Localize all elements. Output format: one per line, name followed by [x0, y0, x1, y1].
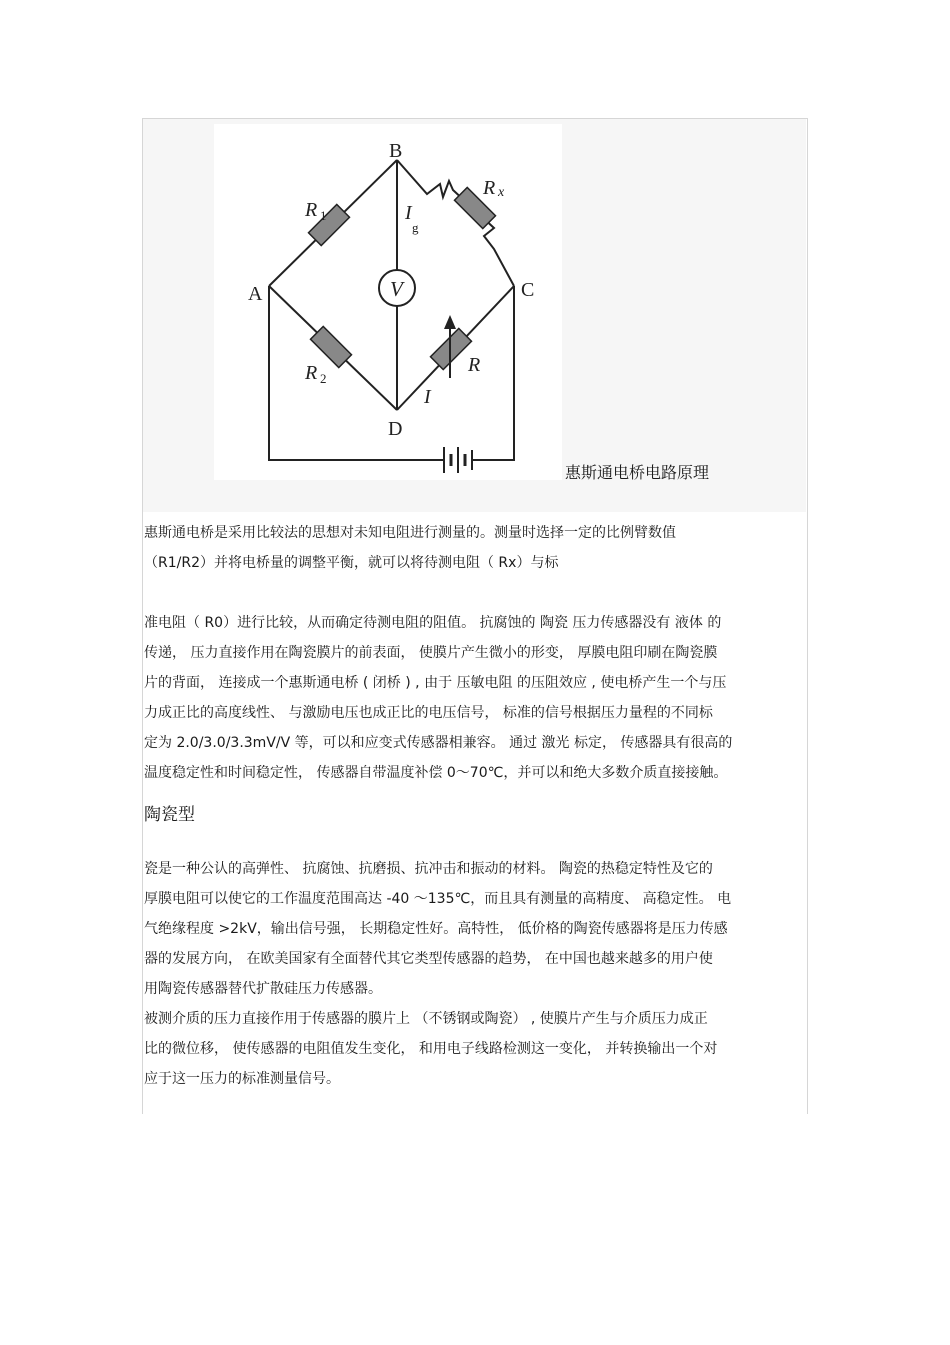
text-line: （R1/R2）并将电桥量的调整平衡，就可以将待测电阻（ Rx）与标	[144, 555, 559, 571]
text-line: 用陶瓷传感器替代扩散硅压力传感器。	[144, 981, 382, 997]
text-line: 厚膜电阻可以使它的工作温度范围高达 -40 ～135℃，而且具有测量的高精度、 高稳定性。 电	[144, 891, 732, 907]
node-d-label: D	[388, 418, 403, 440]
r2-subscript: 2	[320, 371, 327, 386]
ig-subscript: g	[412, 220, 419, 235]
r1-subscript: 1	[320, 208, 327, 223]
r-label: R	[468, 354, 481, 376]
text-line: 定为 2.0/3.0/3.3mV/V 等，可以和应变式传感器相兼容。 通过 激光 标定， 传感器具有很高的	[144, 735, 733, 751]
figure-caption: 惠斯通电桥电路原理	[565, 463, 710, 482]
arrow-head-icon	[444, 315, 456, 329]
text-line: 片的背面， 连接成一个惠斯通电桥 ( 闭桥 ) , 由于 压敏电阻 的压阻效应 , 使电桥产生一个与压	[144, 675, 727, 691]
text-line: 惠斯通电桥是采用比较法的思想对未知电阻进行测量的。测量时选择一定的比例臂数值	[144, 525, 676, 541]
text-line: 气绝缘程度 >2kV，输出信号强， 长期稳定性好。高特性， 低价格的陶瓷传感器将是压力传感	[144, 921, 728, 937]
text-line: 器的发展方向， 在欧美国家有全面替代其它类型传感器的趋势， 在中国也越来越多的用户使	[144, 951, 713, 967]
node-c-label: C	[521, 279, 535, 301]
text-line: 力成正比的高度线性、 与激励电压也成正比的电压信号， 标准的信号根据压力量程的不同标	[144, 705, 713, 721]
node-b-label: B	[389, 140, 403, 162]
text-line: 温度稳定性和时间稳定性， 传感器自带温度补偿 0～70℃，并可以和绝大多数介质直接接触。	[144, 765, 728, 781]
text-line: 应于这一压力的标准测量信号。	[144, 1071, 340, 1087]
ig-label: I	[405, 202, 412, 224]
text-line: 比的微位移， 使传感器的电阻值发生变化， 和用电子线路检测这一变化， 并转换输出一个对	[144, 1041, 718, 1057]
wheatstone-bridge-diagram	[214, 124, 562, 480]
text-line-blank	[144, 578, 806, 608]
section-heading: 陶瓷型	[144, 805, 195, 825]
node-a-label: A	[248, 283, 263, 305]
text-line: 被测介质的压力直接作用于传感器的膜片上 （不锈钢或陶瓷） , 使膜片产生与介质压力成正	[144, 1011, 708, 1027]
text-line: 准电阻（ R0）进行比较，从而确定待测电阻的阻值。 抗腐蚀的 陶瓷 压力传感器没有 液体 的	[144, 615, 722, 631]
text-line: 瓷是一种公认的高弹性、 抗腐蚀、抗磨损、抗冲击和振动的材料。 陶瓷的热稳定特性及它的	[144, 861, 713, 877]
rx-subscript: x	[498, 185, 505, 200]
paragraph-bridge-principle	[144, 518, 806, 788]
voltmeter-label: V	[390, 277, 403, 301]
text-line: 传递， 压力直接作用在陶瓷膜片的前表面， 使膜片产生微小的形变， 厚膜电阻印刷在陶瓷膜	[144, 645, 718, 661]
r2-label: R	[305, 362, 318, 384]
r1-label: R	[305, 199, 318, 221]
current-i-label: I	[424, 386, 431, 408]
rx-label: R	[483, 177, 496, 199]
paragraph-ceramic-sensor	[144, 854, 806, 1094]
